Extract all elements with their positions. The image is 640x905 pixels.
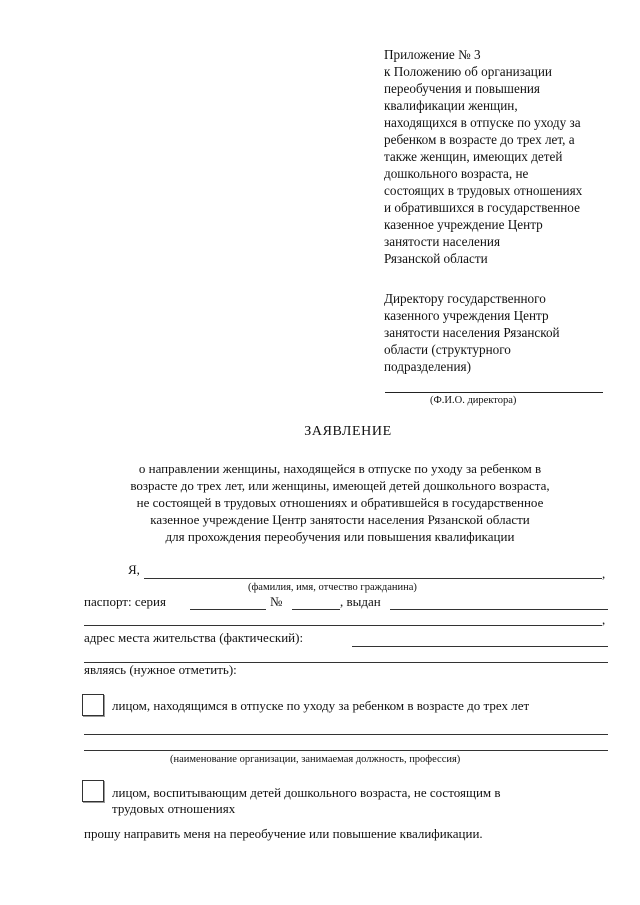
addressee-line: подразделения)	[384, 359, 471, 374]
ya-end-comma: ,	[602, 566, 606, 581]
document-subtitle	[80, 460, 600, 545]
appendix-line: и обратившихся в государственное	[384, 200, 580, 215]
option2-label-line2: трудовых отношениях	[112, 801, 236, 816]
document-title: ЗАЯВЛЕНИЕ	[304, 424, 392, 439]
option1-label: лицом, находящимся в отпуске по уходу за ребенком в возрасте до трех лет	[112, 698, 530, 713]
address-label: адрес места жительства (фактический):	[84, 630, 304, 645]
addressee-line: области (структурного	[384, 342, 511, 357]
passport-issued-field[interactable]	[390, 609, 608, 610]
subtitle-line: казенное учреждение Центр занятости населения Рязанской области	[150, 512, 530, 527]
option1-checkbox[interactable]	[82, 694, 104, 716]
passport-issued-label: , выдан	[340, 594, 381, 609]
organization-continuation-field[interactable]	[84, 750, 608, 751]
appendix-line: Приложение № 3	[384, 47, 481, 62]
appendix-line: дошкольного возраста, не	[384, 166, 529, 181]
being-label: являясь (нужное отметить):	[84, 662, 237, 677]
subtitle-line: о направлении женщины, находящейся в отпуске по уходу за ребенком в	[138, 461, 542, 476]
request-text: прошу направить меня на переобучение или повышение квалификации.	[84, 826, 483, 841]
director-name-caption: (Ф.И.О. директора)	[430, 395, 517, 406]
addressee-line: казенного учреждения Центр	[384, 308, 549, 323]
addressee-line: занятости населения Рязанской	[384, 325, 560, 340]
appendix-line: к Положению об организации	[384, 64, 552, 79]
appendix-line: переобучения и повышения	[384, 81, 540, 96]
option2-label-line1: лицом, воспитывающим детей дошкольного возраста, не состоящим в	[112, 785, 501, 800]
appendix-line: находящихся в отпуске по уходу за	[384, 115, 581, 130]
appendix-line: занятости населения	[384, 234, 501, 249]
appendix-line: квалификации женщин,	[384, 98, 518, 113]
passport-series-field[interactable]	[190, 609, 266, 610]
appendix-block	[384, 46, 624, 267]
director-name-line[interactable]	[385, 392, 603, 393]
passport-series-label: паспорт: серия	[84, 594, 166, 609]
appendix-line: ребенком в возрасте до трех лет, а	[384, 132, 575, 147]
subtitle-line: для прохождения переобучения или повышения квалификации	[165, 529, 515, 544]
addressee-line: Директору государственного	[384, 291, 546, 306]
addressee-block	[384, 290, 624, 375]
appendix-line: также женщин, имеющих детей	[384, 149, 563, 164]
appendix-line: Рязанской области	[384, 251, 488, 266]
passport-issued-continuation-field[interactable]	[84, 625, 602, 626]
appendix-line: казенное учреждение Центр	[384, 217, 543, 232]
appendix-line: состоящих в трудовых отношениях	[384, 183, 583, 198]
subtitle-line: не состоящей в трудовых отношениях и обратившейся в государственное	[136, 495, 544, 510]
full-name-caption: (фамилия, имя, отчество гражданина)	[248, 582, 417, 593]
ya-label: Я,	[128, 562, 140, 577]
subtitle-line: возрасте до трех лет, или женщины, имеющей детей дошкольного возраста,	[130, 478, 550, 493]
organization-field[interactable]	[84, 734, 608, 735]
passport-number-field[interactable]	[292, 609, 340, 610]
full-name-field[interactable]	[144, 578, 602, 579]
passport-number-label: №	[270, 594, 283, 609]
organization-caption: (наименование организации, занимаемая должность, профессия)	[170, 754, 461, 765]
passport-end-comma: ,	[602, 612, 606, 627]
address-field[interactable]	[352, 646, 608, 647]
option2-checkbox[interactable]	[82, 780, 104, 802]
